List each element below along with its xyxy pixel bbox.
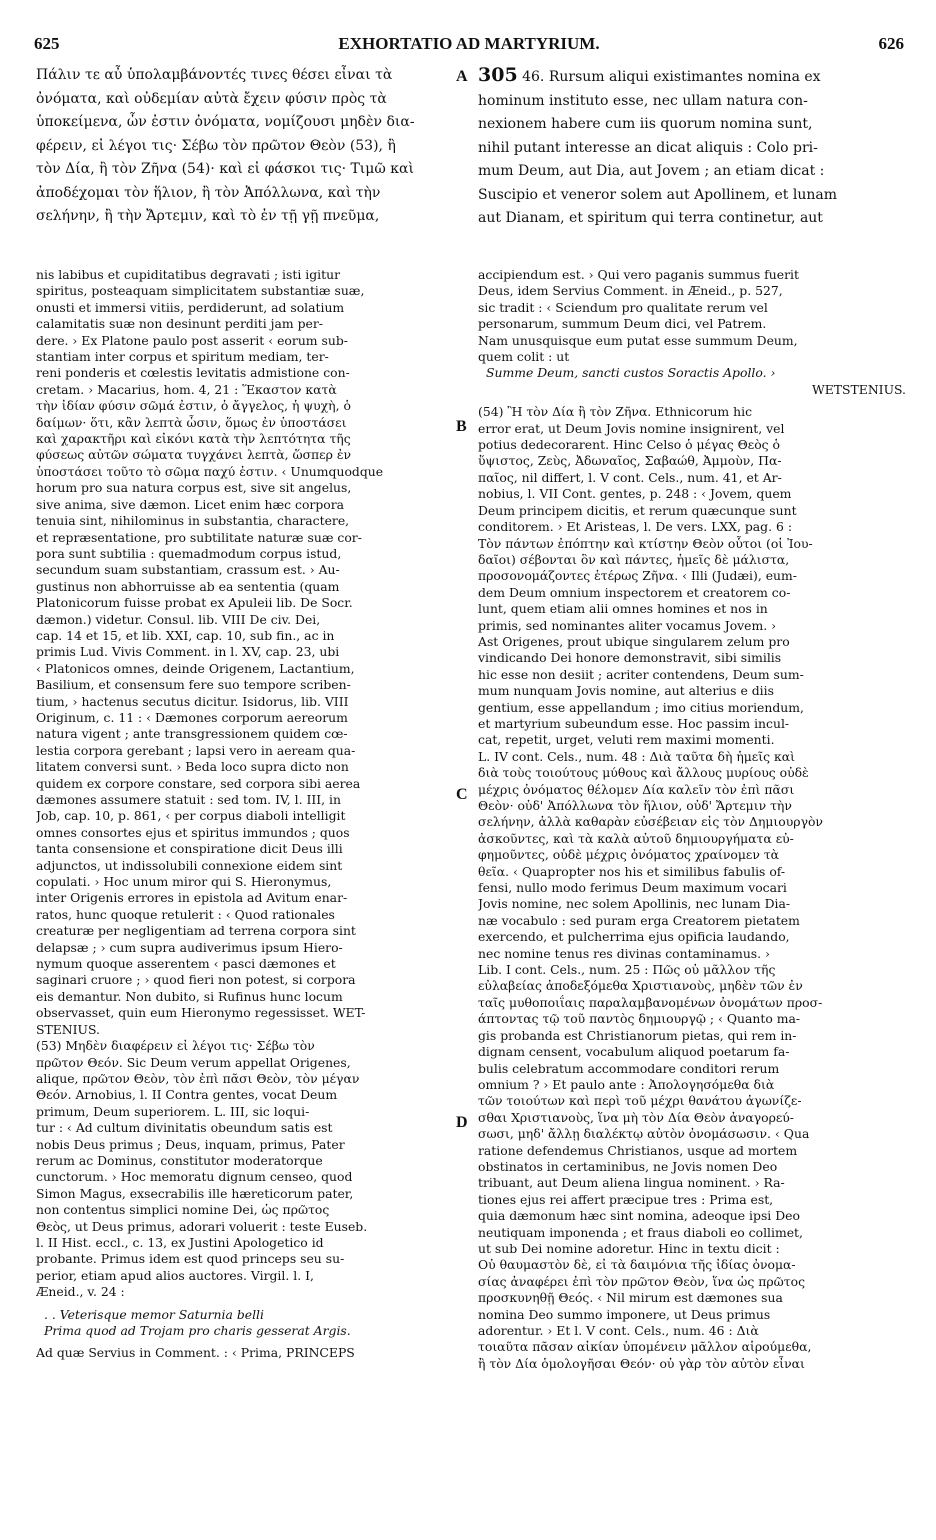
note-line: obstinatos in certaminibus, ne Jovis nomen Deo bbox=[478, 1158, 778, 1174]
note-line: cretam. › Macarius, hom. 4, 21 : Ἕκαστον κατὰ bbox=[36, 381, 337, 397]
note-line: lunt, quem etiam alii omnes homines et nos in bbox=[478, 601, 768, 617]
note-line: stantiam inter corpus et spiritum mediam, ter- bbox=[36, 349, 329, 365]
note-line: Job, cap. 10, p. 861, ‹ per corpus diaboli intelligit bbox=[36, 808, 346, 824]
note-line: Θεὸς, ut Deus primus, adorari voluerit : teste Euseb. bbox=[36, 1218, 368, 1234]
note-line: copulati. › Hoc unum miror qui S. Hieronymus, bbox=[36, 874, 332, 890]
note-line: σίας ἀναφέρει ἐπὶ τὸν πρῶτον Θεὸν, ἵνα ὡς πρῶτος bbox=[478, 1273, 806, 1289]
latin-text-line: Suscipio et veneror solem aut Apollinem, et lunam bbox=[478, 186, 837, 203]
note-line: προσονομάζοντες ἑτέρως Ζῆνα. ‹ Illi (Judæi), eum- bbox=[478, 568, 797, 584]
note-line: ‹ Platonicos omnes, deinde Origenem, Lactantium, bbox=[36, 660, 355, 676]
greek-text-line: ὑποκείμενα, ὧν ἐστιν ὀνόματα, νομίζουσι μηδὲν δια- bbox=[36, 114, 415, 130]
note-line: ἀσκοῦντες, καὶ τὰ καλὰ αὐτοῦ δημιουργήματα εὐ- bbox=[478, 830, 794, 846]
note-line: exercendo, et pulcherrima ejus opificia laudando, bbox=[478, 929, 790, 945]
note-line: næ vocabulo : sed puram erga Creatorem pietatem bbox=[478, 912, 800, 928]
note-line: nobis Deus primus ; Deus, inquam, primus, Pater bbox=[36, 1136, 345, 1152]
note-line: Originum, c. 11 : ‹ Dæmones corporum aereorum bbox=[36, 709, 348, 725]
margin-marker-a: A bbox=[456, 68, 468, 85]
note-line: personarum, summum Deum dici, vel Patrem. bbox=[478, 316, 767, 332]
verse-quote-line: Prima quod ad Trojam pro charis gesserat Argis. bbox=[44, 1323, 351, 1338]
note-line: inter Origenis errores in epistola ad Avitum enar- bbox=[36, 890, 348, 906]
note-line: quem colit : ut bbox=[478, 349, 570, 365]
greek-text-column bbox=[36, 64, 450, 254]
note-line: mum nunquam Jovis nomine, aut alterius e diis bbox=[478, 683, 774, 699]
note-line: nymum quoque asserentem ‹ pasci dæmones et bbox=[36, 956, 336, 972]
note-line: Nam unusquisque eum putat esse summum Deum, bbox=[478, 332, 798, 348]
note-line: horum pro sua natura corpus est, sive sit angelus, bbox=[36, 480, 352, 496]
note-line: παῖος, nil differt, l. V cont. Cels., num. 41, et Ar- bbox=[478, 469, 782, 485]
latin-text-line: hominum instituto esse, nec ullam natura con- bbox=[478, 92, 808, 109]
latin-text-line: aut Dianam, et spiritum qui terra continetur, aut bbox=[478, 210, 823, 226]
notes-left-column bbox=[36, 267, 450, 1502]
note-line: ratos, hunc quoque retulerit : ‹ Quod rationales bbox=[36, 906, 335, 922]
note-line: ὕψιστος, Ζεὺς, Ἀδωναῖος, Σαβαώθ, Ἀμμοὺν, Πα- bbox=[478, 453, 782, 469]
note-line: σθαι Χριστιανοὺς, ἵνα μὴ τὸν Δία Θεὸν ἀναγορεύ- bbox=[478, 1109, 794, 1125]
note-line: natura vigent ; ante transgressionem quidem cœ- bbox=[36, 726, 348, 742]
note-line: delapsæ ; › cum supra audiverimus ipsum Hiero- bbox=[36, 939, 343, 955]
margin-marker-b: B bbox=[456, 418, 467, 435]
note-line: et repræsentatione, pro subtilitate naturæ suæ cor- bbox=[36, 529, 362, 545]
notes-right-column bbox=[478, 267, 906, 1502]
note-line: ὑποστάσει τοῦτο τὸ σῶμα παχύ ἐστιν. ‹ Unumquodque bbox=[36, 463, 384, 479]
note-line: pora sunt subtilia : quemadmodum corpus istud, bbox=[36, 545, 342, 561]
note-line: Τὸν πάντων ἐπόπτην καὶ κτίστην Θεὸν οὗτοι (οἱ Ἰου- bbox=[478, 535, 813, 551]
note-line: dæmon.) videtur. Consul. lib. VIII De civ. Dei, bbox=[36, 611, 321, 627]
note-line: omnes consortes ejus et spiritus immundos ; quos bbox=[36, 824, 350, 840]
greek-text-line: ἀποδέχομαι τὸν ἥλιον, ἢ τὸν Ἀπόλλωνα, καὶ τὴν bbox=[36, 184, 381, 201]
note-line: τὴν ἰδίαν φύσιν σῶμά ἐστιν, ὁ ἄγγελος, ἡ ψυχὴ, ὁ bbox=[36, 398, 351, 414]
note-line: ταῖς μυθοποιΐαις παραλαμβανομένων ὀνομάτων προσ- bbox=[478, 994, 823, 1010]
note-line: sic tradit : ‹ Sciendum pro qualitate rerum vel bbox=[478, 299, 768, 315]
latin-text-line: nihil putant interesse an dicat aliquis : Colo pri- bbox=[478, 139, 818, 156]
greek-text-line: σελήνην, ἢ τὴν Ἄρτεμιν, καὶ τὸ ἐν τῇ γῇ πνεῦμα, bbox=[36, 208, 380, 224]
latin-text-line: nexionem habere cum iis quorum nomina sunt, bbox=[478, 116, 813, 132]
note-line: ἢ τὸν Δία ὁμολογῆσαι Θεόν· οὐ γὰρ τὸν αὐτὸν εἶναι bbox=[478, 1355, 805, 1371]
note-line: gis probanda est Christianorum pietas, qui rem in- bbox=[478, 1027, 797, 1043]
margin-marker-d: D bbox=[456, 1114, 468, 1131]
note-line: Ast Origenes, prout ubique singularem zelum pro bbox=[478, 633, 790, 649]
greek-text-line: ὀνόματα, καὶ οὐδεμίαν αὐτὰ ἔχειν φύσιν πρὸς τὰ bbox=[36, 90, 387, 107]
note-line: tur : ‹ Ad cultum divinitatis obeundum satis est bbox=[36, 1120, 333, 1136]
note-line: spiritus, posteaquam simplicitatem substantiæ suæ, bbox=[36, 283, 365, 299]
note-line: άπτοντας τῷ τοῦ παντὸς δημιουργῷ ; ‹ Quanto ma- bbox=[478, 1011, 801, 1027]
note-line: tribuant, aut Deum aliena lingua nominent. › Ra- bbox=[478, 1175, 785, 1191]
note-line: tium, › hactenus secutus dicitur. Isidorus, lib. VIII bbox=[36, 693, 349, 709]
note-line: error erat, ut Deum Jovis nomine insignirent, vel bbox=[478, 420, 785, 436]
note-line: adjunctos, ut indissolubili connexione eidem sint bbox=[36, 857, 343, 873]
note-line: nis labibus et cupiditatibus degravati ; isti igitur bbox=[36, 267, 341, 282]
note-line: bulis celebratum accommodare conditori rerum bbox=[478, 1060, 780, 1076]
note-line: Jovis nomine, nec solem Apollinis, nec lunam Dia- bbox=[478, 896, 791, 912]
note-signature: WETSTENIUS. bbox=[811, 381, 906, 397]
note-line: nobius, l. VII Cont. gentes, p. 248 : ‹ Jovem, quem bbox=[478, 486, 792, 502]
note-line: τοιαῦτα πᾶσαν αἰκίαν ὑπομένειν μᾶλλον αἱρούμεθα, bbox=[478, 1339, 812, 1355]
note-line: fensi, nullo modo ferimus Deum maximum vocari bbox=[478, 880, 787, 896]
note-line: cat, repetit, urget, veluti rem maximi momenti. bbox=[478, 732, 775, 748]
note-line: Platonicorum fuisse probat ex Apuleii lib. De Socr. bbox=[36, 595, 353, 611]
note-line: Æneid., v. 24 : bbox=[36, 1284, 125, 1300]
note-line: tiones ejus rei affert præcipue tres : Prima est, bbox=[478, 1191, 774, 1207]
note-line: gentium, esse appellandum ; imo citius moriendum, bbox=[478, 699, 804, 715]
note-line: omnium ? › Et paulo ante : Ἀπολογησόμεθα διὰ bbox=[478, 1076, 775, 1092]
note-line: saginari cruore ; › quod fieri non potest, si corpora bbox=[36, 972, 356, 988]
margin-marker-c: C bbox=[456, 786, 468, 803]
note-line: Θεόν. Arnobius, l. II Contra gentes, vocat Deum bbox=[36, 1087, 338, 1103]
note-line: observasset, quin eum Hieronymo regessisset. WET- bbox=[36, 1005, 366, 1021]
note-line: τῶν τοιούτων καὶ περὶ τοῦ μέχρι θανάτου ἀγωνίζε- bbox=[478, 1093, 802, 1109]
note-line: conditorem. › Et Aristeas, l. De vers. LXX, pag. 6 : bbox=[478, 519, 792, 535]
note-line: Deus, idem Servius Comment. in Æneid., p. 527, bbox=[478, 283, 783, 299]
note-line: litatem conversi sunt. › Beda loco supra dicto non bbox=[36, 759, 349, 775]
note-line: reni ponderis et cœlestis levitatis admistione con- bbox=[36, 365, 350, 381]
page-title: EXHORTATIO AD MARTYRIUM. bbox=[338, 34, 600, 53]
note-line: creaturæ per negligentiam ad terrena corpora sint bbox=[36, 923, 356, 939]
note-line: δαῖοι) σέβονται ὃν καὶ πάντες, ἡμεῖς δὲ μάλιστα, bbox=[478, 551, 790, 567]
note-line: nec nomine tenus res divinas contaminamus. › bbox=[478, 945, 770, 961]
note-line: calamitatis suæ non desinunt perditi jam per- bbox=[36, 316, 323, 332]
note-line: dere. › Ex Platone paulo post asserit ‹ eorum sub- bbox=[36, 332, 348, 348]
note-line: onusti et immersi vitiis, perdiderunt, ad solatium bbox=[36, 299, 345, 315]
page-number-right: 626 bbox=[878, 34, 904, 53]
note-line: rerum ac Dominus, constitutor moderatorque bbox=[36, 1152, 323, 1168]
note-line: διὰ τοὺς τοιούτους μύθους καὶ ἄλλους μυρίους οὐδὲ bbox=[478, 765, 809, 781]
section-opening-line bbox=[478, 64, 906, 90]
note-line: σελήνην, ἀλλὰ καθαρὰν εὐσέβειαν εἰς τὸν Δημιουργὸν bbox=[478, 814, 823, 830]
note-line: et martyrium subeundum esse. Hoc passim incul- bbox=[478, 715, 790, 731]
note-line: (53) Μηδὲν διαφέρειν εἰ λέγοι τις· Σέβω τὸν bbox=[36, 1038, 315, 1054]
note-line: sive anima, sive dæmon. Licet enim hæc corpora bbox=[36, 496, 345, 512]
note-line: accipiendum est. › Qui vero paganis summus fuerit bbox=[478, 267, 799, 282]
note-line: l. II Hist. eccl., c. 13, ex Justini Apologetico id bbox=[36, 1234, 324, 1250]
note-line: quidem ex corpore constare, sed corpora sibi aerea bbox=[36, 775, 361, 791]
note-line: neutiquam imponenda ; et fraus diaboli eo collimet, bbox=[478, 1224, 803, 1240]
note-line: primis, sed nominantes aliter vocamus Jovem. › bbox=[478, 617, 777, 633]
page-number-left: 625 bbox=[34, 34, 60, 53]
note-line: cunctorum. › Hoc memoratu dignum censeo, quod bbox=[36, 1169, 353, 1185]
note-line: nomina Deo summo imponere, ut Deus primus bbox=[478, 1306, 771, 1322]
verse-quote-line: . . Veterisque memor Saturnia belli bbox=[44, 1306, 264, 1322]
note-line: primis Lud. Vivis Comment. in l. XV, cap. 23, ubi bbox=[36, 644, 340, 660]
note-line: φύσεως αὐτῶν σώματα τυγχάνει λεπτὰ, ὥσπερ ἐν bbox=[36, 447, 351, 463]
note-line: προσκυνηθῇ Θεός. ‹ Nil mirum est dæmones sua bbox=[478, 1290, 783, 1306]
note-line: φημοῦντες, οὐδὲ μέχρις ὀνόματος χραίνομεν τὰ bbox=[478, 847, 780, 863]
note-line: perior, etiam apud alios auctores. Virgil. l. I, bbox=[36, 1267, 314, 1283]
note-line: quia dæmonum hæc sint nomina, adeoque ipsi Deo bbox=[478, 1208, 800, 1224]
note-line: σωσι, μηδ' ἄλλῃ διαλέκτῳ αὐτὸν ὀνομάσωσιν. ‹ Qua bbox=[478, 1126, 810, 1142]
note-line: lestia corpora gerebant ; lapsi vero in aeream qua- bbox=[36, 742, 356, 758]
note-line: θεῖα. ‹ Quapropter nos his et similibus fabulis of- bbox=[478, 863, 786, 879]
note-line: εὐλαβείας ἀποδεξόμεθα Χριστιανοὺς, μηδὲν τῶν ἐν bbox=[478, 978, 803, 994]
latin-translation-column bbox=[478, 64, 906, 254]
greek-text-line: φέρειν, εἰ λέγοι τις· Σέβω τὸν πρῶτον Θεὸν (53), ἢ bbox=[36, 137, 396, 154]
note-line: eis demantur. Non dubito, si Rufinus hunc locum bbox=[36, 988, 343, 1004]
latin-text-line: mum Deum, aut Dia, aut Jovem ; an etiam dicat : bbox=[478, 163, 825, 179]
note-line: Lib. I cont. Cels., num. 25 : Πῶς οὐ μᾶλλον τῆς bbox=[478, 962, 776, 978]
note-line: δαίμων· ὅτι, κἂν λεπτὰ ὦσιν, ὅμως ἐν ὑποστάσει bbox=[36, 414, 347, 430]
note-line: Ad quæ Servius in Comment. : ‹ Prima, PRINCEPS bbox=[36, 1345, 355, 1361]
note-line: probante. Primus idem est quod princeps seu su- bbox=[36, 1251, 345, 1267]
note-line: gustinus non abhorruisse ab ea sententia (quam bbox=[36, 578, 340, 594]
note-line: secundum suam substantiam, crassum est. › Au- bbox=[36, 562, 340, 578]
section-opening-text: 46. Rursum aliqui existimantes nomina ex bbox=[517, 69, 821, 85]
note-line: alique, πρῶτον Θεὸν, τὸν ἐπὶ πᾶσι Θεὸν, τὸν μέγαν bbox=[36, 1070, 360, 1086]
note-line: vindicando Dei honore demonstravit, sibi similis bbox=[478, 650, 782, 666]
note-line: adorentur. › Et l. V cont. Cels., num. 46 : Διὰ bbox=[478, 1323, 759, 1338]
note-line: (54) Ἢ τὸν Δία ἢ τὸν Ζῆνα. Ethnicorum hic bbox=[478, 404, 753, 420]
running-header bbox=[34, 34, 904, 56]
note-line: primum, Deum superiorem. L. III, sic loqui- bbox=[36, 1103, 310, 1119]
note-line: καὶ χαρακτῆρι καὶ εἰκόνι κατὰ τὴν λεπτότητα τῆς bbox=[36, 431, 351, 447]
note-line: cap. 14 et 15, et lib. XXI, cap. 10, sub fin., ac in bbox=[36, 627, 335, 643]
verse-quote-line: Summe Deum, sancti custos Soractis Apollo. › bbox=[486, 365, 776, 381]
note-line: Θεὸν· οὐδ' Ἀπόλλωνα τὸν ἥλιον, οὐδ' Ἄρτεμιν τὴν bbox=[478, 798, 792, 813]
note-line: Basilium, et consensum fere suo tempore scriben- bbox=[36, 677, 351, 693]
note-line: Οὐ θαυμαστὸν δὲ, εἰ τὰ δαιμόνια τῆς ἰδίας ὀνομα- bbox=[478, 1257, 796, 1273]
note-line: tenuia sint, nihilominus in substantia, charactere, bbox=[36, 513, 350, 529]
note-line: tanta consensione et conspiratione dicit Deus illi bbox=[36, 841, 343, 857]
note-line: potius dedecorarent. Hinc Celso ὁ μέγας Θεὸς ὁ bbox=[478, 437, 780, 453]
note-line: μέχρις ὀνόματος θέλομεν Δία καλεῖν τὸν ἐπὶ πᾶσι bbox=[478, 781, 795, 797]
note-line: πρῶτον Θεόν. Sic Deum verum appellat Origenes, bbox=[36, 1054, 351, 1070]
greek-text-line: Πάλιν τε αὖ ὑπολαμβάνοντές τινες θέσει εἶναι τὰ bbox=[36, 67, 393, 83]
note-line: Simon Magus, exsecrabilis ille hæreticorum pater, bbox=[36, 1185, 354, 1201]
note-line: Deum principem dicitis, et rerum quæcunque sunt bbox=[478, 502, 797, 518]
note-line: ut sub Dei nomine adoretur. Hinc in textu dicit : bbox=[478, 1240, 780, 1256]
note-line: STENIUS. bbox=[36, 1021, 100, 1037]
note-line: hic esse non desiit ; acriter contendens, Deum sum- bbox=[478, 666, 804, 682]
note-line: dem Deum omnium inspectorem et creatorem co- bbox=[478, 584, 791, 600]
greek-text-line: τὸν Δία, ἢ τὸν Ζῆνα (54)· καὶ εἰ φάσκοι τις· Τιμῶ καὶ bbox=[36, 161, 414, 177]
note-line: ratione defendemus Christianos, usque ad mortem bbox=[478, 1142, 798, 1158]
note-line: dignam censent, vocabulum aliquod poetarum fa- bbox=[478, 1044, 790, 1060]
note-line: dæmones assumere statuit : sed tom. IV, l. III, in bbox=[36, 792, 341, 807]
section-number: 305 bbox=[478, 64, 518, 86]
note-line: L. IV cont. Cels., num. 48 : Διὰ ταῦτα δὴ ἡμεῖς καὶ bbox=[478, 748, 795, 764]
note-line: non contentus simplici nomine Dei, ὡς πρῶτος bbox=[36, 1202, 330, 1218]
